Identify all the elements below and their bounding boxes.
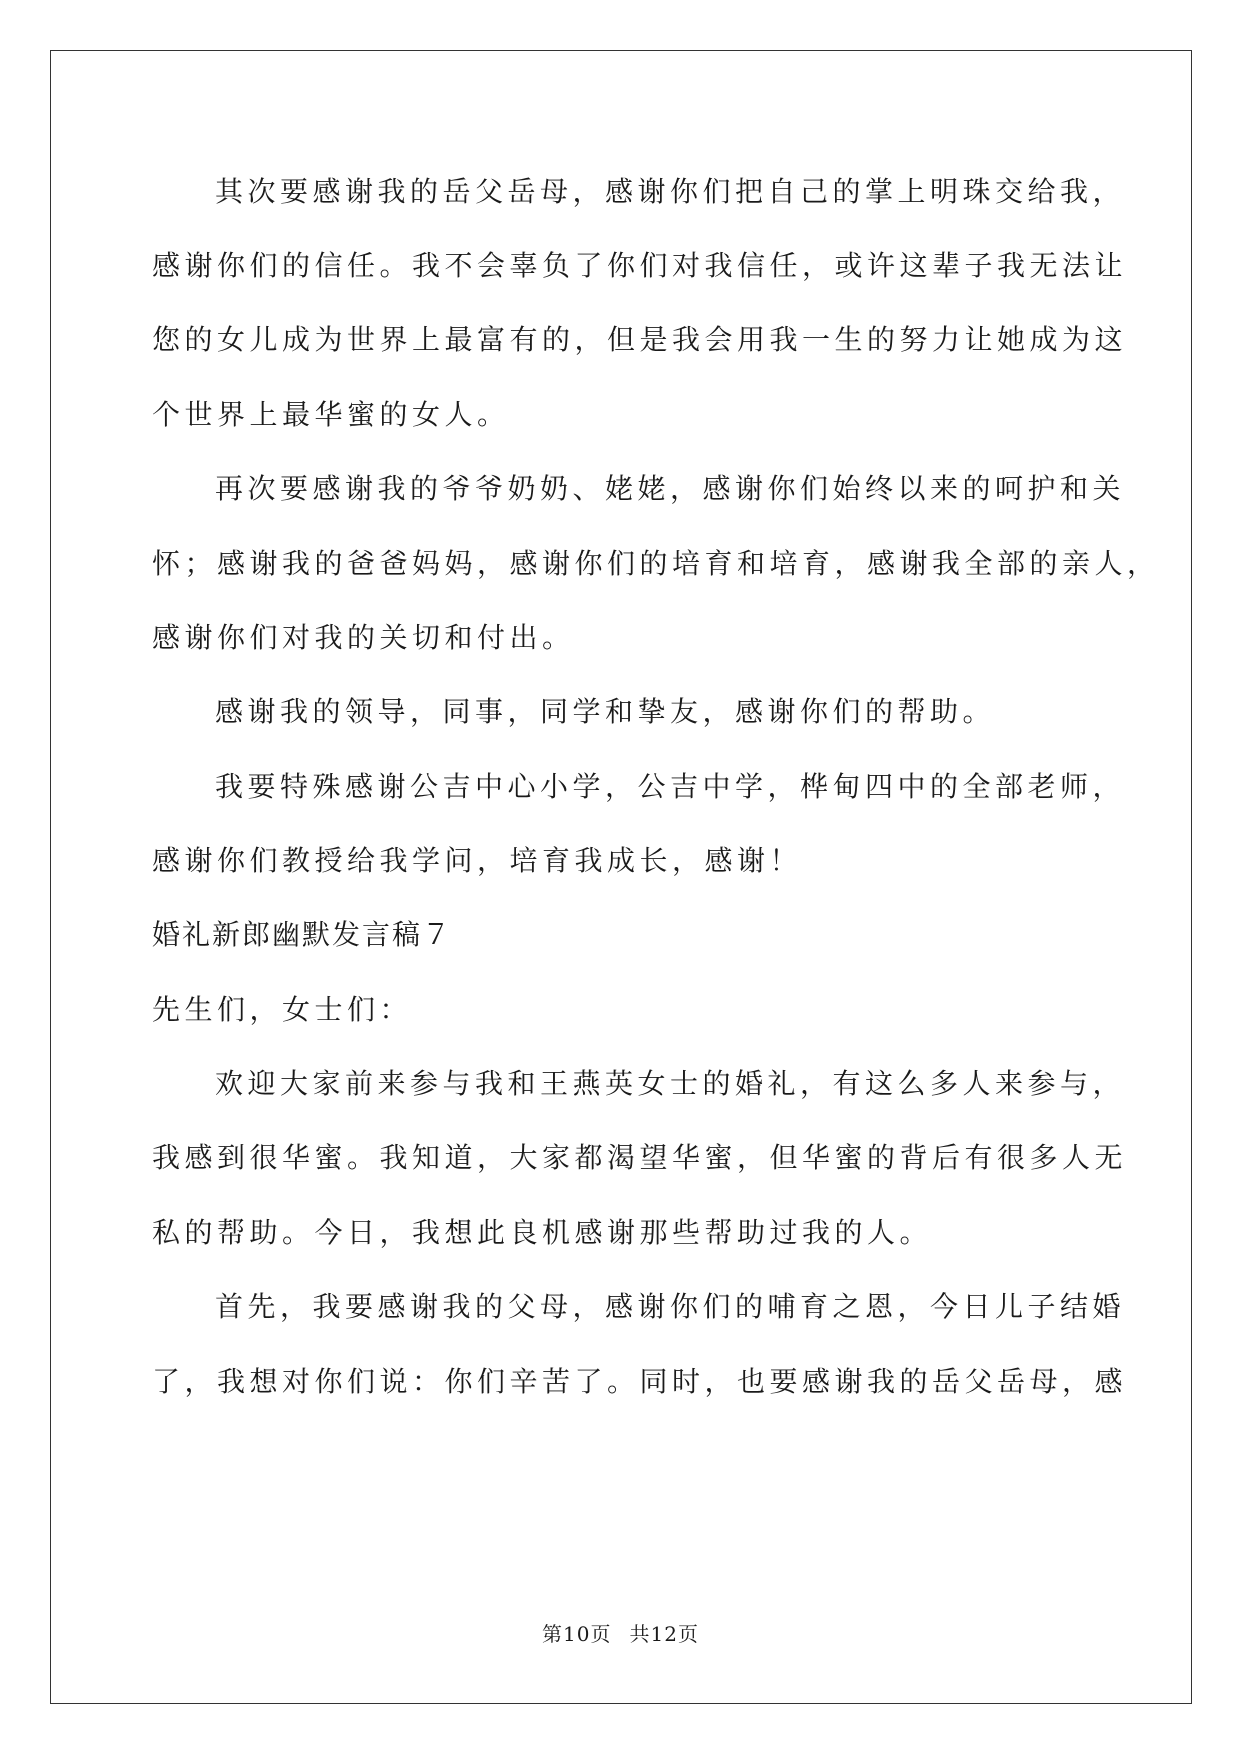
- paragraph-line: 感谢你们对我的关切和付出。: [152, 621, 575, 654]
- page-footer: [0, 1620, 1241, 1648]
- paragraph-line: 您的女儿成为世界上最富有的，但是我会用我一生的努力让她成为这: [152, 323, 1128, 356]
- section-heading: 婚礼新郎幽默发言稿７: [152, 918, 453, 951]
- paragraph-line: 个世界上最华蜜的女人。: [152, 398, 510, 431]
- salutation-line: 先生们，女士们：: [152, 993, 413, 1026]
- paragraph-line: 感谢我的领导，同事，同学和挚友，感谢你们的帮助。: [215, 695, 996, 728]
- paragraph-line: 其次要感谢我的岳父岳母，感谢你们把自己的掌上明珠交给我，: [215, 175, 1126, 208]
- paragraph-line: 我感到很华蜜。我知道，大家都渴望华蜜，但华蜜的背后有很多人无: [152, 1141, 1128, 1174]
- paragraph-line: 了，我想对你们说：你们辛苦了。同时，也要感谢我的岳父岳母，感: [152, 1365, 1128, 1398]
- paragraph-line: 感谢你们教授给我学问，培育我成长，感谢！: [152, 844, 803, 877]
- paragraph-line: 感谢你们的信任。我不会辜负了你们对我信任，或许这辈子我无法让: [152, 249, 1128, 282]
- paragraph-line: 怀；感谢我的爸爸妈妈，感谢你们的培育和培育，感谢我全部的亲人，: [152, 547, 1160, 580]
- paragraph-line: 首先，我要感谢我的父母，感谢你们的哺育之恩，今日儿子结婚: [215, 1290, 1126, 1323]
- paragraph-line: 再次要感谢我的爷爷奶奶、姥姥，感谢你们始终以来的呵护和关: [215, 472, 1126, 505]
- page-total: 共12页: [629, 1622, 699, 1646]
- paragraph-line: 私的帮助。今日，我想此良机感谢那些帮助过我的人。: [152, 1216, 933, 1249]
- paragraph-line: 欢迎大家前来参与我和王燕英女士的婚礼，有这么多人来参与，: [215, 1067, 1126, 1100]
- paragraph-line: 我要特殊感谢公吉中心小学，公吉中学，桦甸四中的全部老师，: [215, 770, 1126, 803]
- page-number: 第10页: [542, 1622, 612, 1646]
